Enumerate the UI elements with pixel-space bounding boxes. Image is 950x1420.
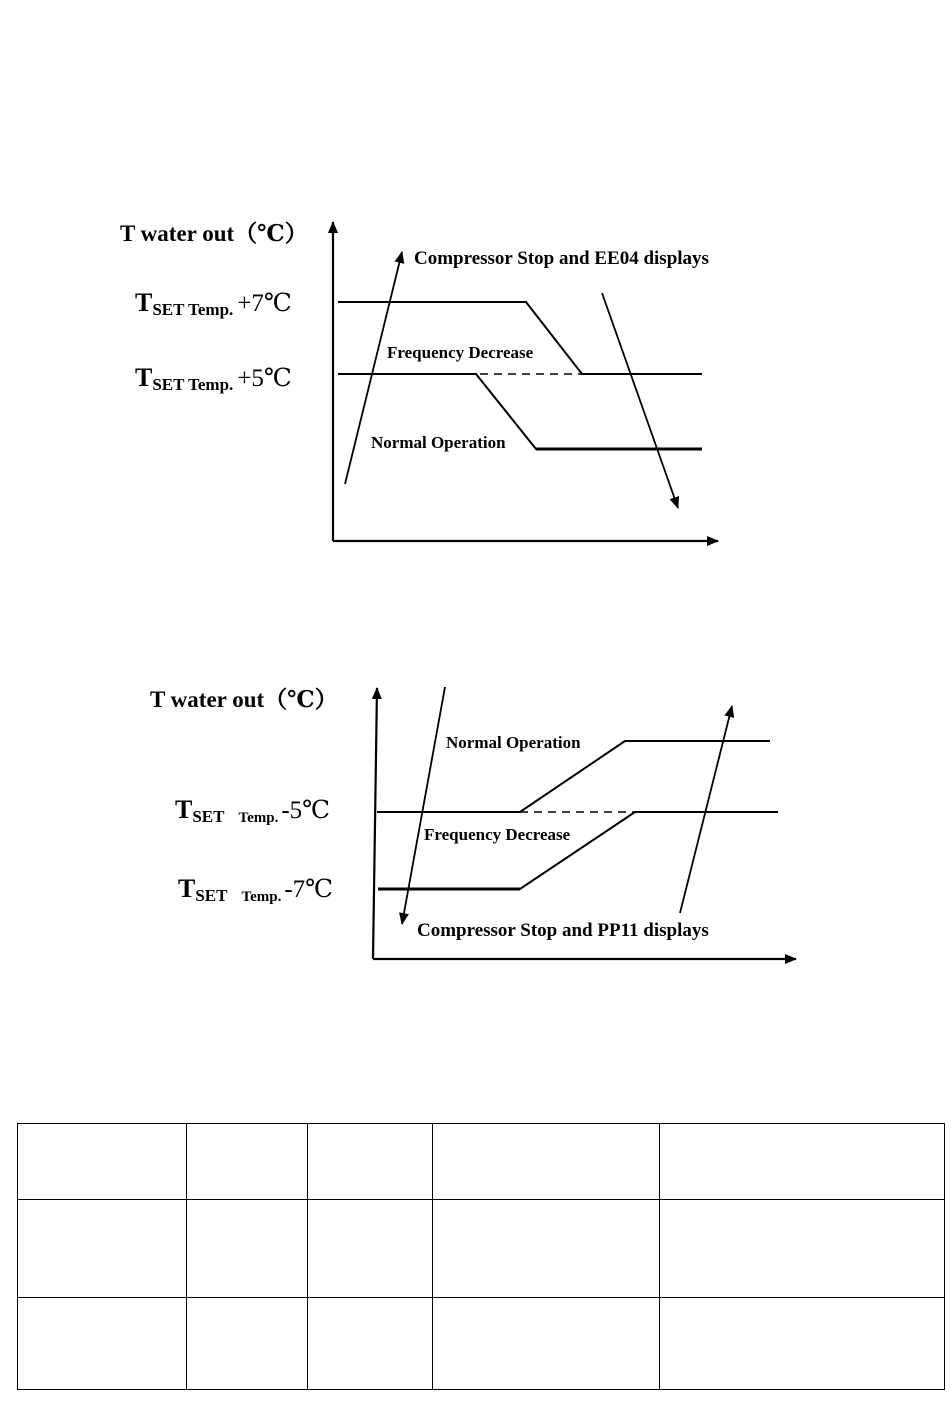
bottom-rising-arrow	[680, 706, 732, 913]
table-cell	[433, 1124, 660, 1200]
top-normal-operation-label: Normal Operation	[371, 433, 506, 452]
top-y-axis-title: T water out（℃）	[120, 221, 308, 246]
table-cell	[433, 1298, 660, 1390]
bottom-compressor-stop-label: Compressor Stop and PP11 displays	[417, 920, 709, 941]
top-falling-arrow	[602, 293, 678, 508]
table-row	[18, 1124, 945, 1200]
top-frequency-decrease-label: Frequency Decrease	[387, 343, 534, 362]
top-level-plus7: TSET Temp. +7℃	[135, 288, 292, 319]
bottom-minus7-line	[378, 812, 778, 889]
table-cell	[187, 1124, 308, 1200]
table-row	[18, 1298, 945, 1390]
top-diagram	[120, 220, 718, 541]
bottom-level-minus7: TSET Temp. -7℃	[178, 874, 334, 905]
empty-table	[17, 1123, 945, 1390]
table-cell	[187, 1200, 308, 1298]
table-cell	[660, 1124, 945, 1200]
top-compressor-stop-label: Compressor Stop and EE04 displays	[414, 248, 709, 269]
top-plus7-line	[338, 302, 702, 374]
table-cell	[660, 1200, 945, 1298]
table-cell	[660, 1298, 945, 1390]
table-row	[18, 1200, 945, 1298]
table-cell	[18, 1298, 187, 1390]
top-level-plus5: TSET Temp. +5℃	[135, 363, 292, 394]
table-cell	[18, 1200, 187, 1298]
table-cell	[433, 1200, 660, 1298]
bottom-frequency-decrease-label: Frequency Decrease	[424, 825, 571, 844]
bottom-level-minus5: TSET Temp. -5℃	[175, 795, 331, 826]
table-cell	[18, 1124, 187, 1200]
table-cell	[308, 1298, 433, 1390]
table-cell	[308, 1200, 433, 1298]
bottom-normal-operation-label: Normal Operation	[446, 733, 581, 752]
bottom-y-axis-title: T water out（℃）	[150, 687, 338, 712]
table-cell	[308, 1124, 433, 1200]
bottom-y-axis	[373, 688, 377, 959]
bottom-diagram	[150, 686, 796, 959]
table-cell	[187, 1298, 308, 1390]
